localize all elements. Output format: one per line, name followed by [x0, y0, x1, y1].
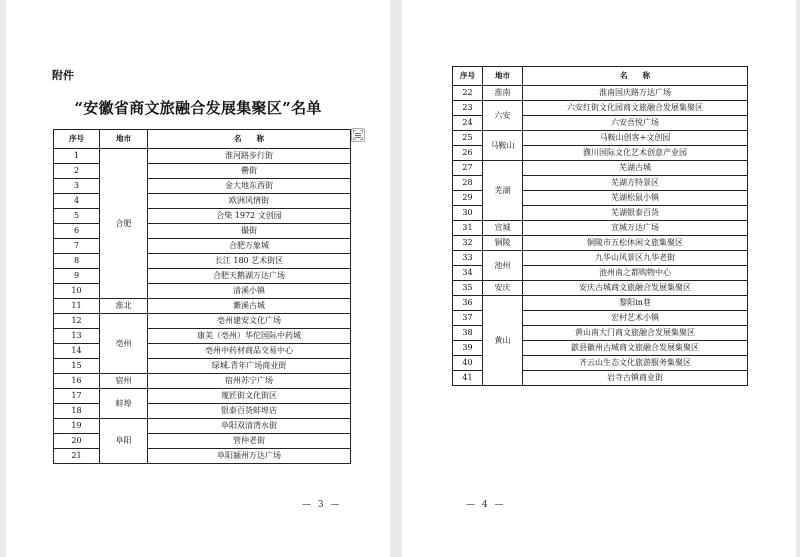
list-table-right — [452, 66, 748, 386]
cell-no: 26 — [453, 146, 483, 161]
table-row — [54, 359, 351, 374]
table-row — [54, 164, 351, 179]
cell-no: 15 — [54, 359, 100, 374]
list-table-left — [53, 129, 351, 464]
cell-no: 13 — [54, 329, 100, 344]
table-row — [453, 161, 748, 176]
cell-no: 39 — [453, 341, 483, 356]
table-row — [54, 404, 351, 419]
document-page-4 — [402, 0, 796, 557]
cell-name: 芜湖松鼠小镇 — [523, 191, 748, 206]
cell-name: 欧洲风情街 — [148, 194, 351, 209]
cell-no: 29 — [453, 191, 483, 206]
cell-city: 淮南 — [483, 86, 523, 101]
cell-name: 长江 180 艺术街区 — [148, 254, 351, 269]
attachment-label: 附件 — [52, 69, 74, 82]
cell-name: 濉溪古城 — [148, 299, 351, 314]
table-header-row — [54, 130, 351, 149]
cell-name: 合肥万象城 — [148, 239, 351, 254]
cell-name: 宏村艺术小镇 — [523, 311, 748, 326]
cell-no: 17 — [54, 389, 100, 404]
cell-name: 绿城.青年广场商业街 — [148, 359, 351, 374]
cell-name: 淮河路步行街 — [148, 149, 351, 164]
cell-no: 37 — [453, 311, 483, 326]
cell-no: 21 — [54, 449, 100, 464]
cell-name: 黎阳in巷 — [523, 296, 748, 311]
cell-no: 36 — [453, 296, 483, 311]
table-row — [54, 389, 351, 404]
cell-no: 31 — [453, 221, 483, 236]
header-city: 地市 — [100, 130, 148, 149]
table-row — [54, 284, 351, 299]
cell-city: 六安 — [483, 101, 523, 131]
cell-name: 九华山风景区九华老街 — [523, 251, 748, 266]
cell-no: 27 — [453, 161, 483, 176]
table-row — [54, 314, 351, 329]
cell-no: 23 — [453, 101, 483, 116]
cell-no: 35 — [453, 281, 483, 296]
cell-name: 歙县徽州古城商文旅融合发展集聚区 — [523, 341, 748, 356]
table-row — [54, 269, 351, 284]
table-row — [54, 419, 351, 434]
document-title: “安徽省商文旅融合发展集聚区”名单 — [74, 99, 322, 117]
cell-name: 安庆古城商文旅融合发展集聚区 — [523, 281, 748, 296]
cell-name: 铜陵市五松休闲文旅集聚区 — [523, 236, 748, 251]
table-row — [54, 224, 351, 239]
header-no: 序号 — [453, 67, 483, 86]
table-row — [453, 281, 748, 296]
cell-city: 宿州 — [100, 374, 148, 389]
cell-no: 32 — [453, 236, 483, 251]
cell-no: 19 — [54, 419, 100, 434]
cell-no: 18 — [54, 404, 100, 419]
cell-no: 2 — [54, 164, 100, 179]
cell-name: 金大地东西街 — [148, 179, 351, 194]
cell-no: 20 — [54, 434, 100, 449]
cell-city: 安庆 — [483, 281, 523, 296]
table-row — [54, 374, 351, 389]
table-row — [54, 344, 351, 359]
cell-name: 康美（亳州）华佗国际中药城 — [148, 329, 351, 344]
cell-name: 黄山南大门商文旅融合发展集聚区 — [523, 326, 748, 341]
cell-name: 宿州苏宁广场 — [148, 374, 351, 389]
cell-name: 亳州建安文化广场 — [148, 314, 351, 329]
table-row — [453, 86, 748, 101]
cell-no: 16 — [54, 374, 100, 389]
cell-name: 清溪小镇 — [148, 284, 351, 299]
cell-name: 岩寺古镇商业街 — [523, 371, 748, 386]
cell-no: 30 — [453, 206, 483, 221]
cell-name: 银泰百货蚌埠店 — [148, 404, 351, 419]
cell-name: 亳州中药材商品交易中心 — [148, 344, 351, 359]
cell-no: 41 — [453, 371, 483, 386]
cell-name: 阜阳颍州万达广场 — [148, 449, 351, 464]
cell-no: 33 — [453, 251, 483, 266]
cell-no: 8 — [54, 254, 100, 269]
cell-no: 4 — [54, 194, 100, 209]
cell-city: 合肥 — [100, 149, 148, 299]
cell-name: 马鞍山创客+文创园 — [523, 131, 748, 146]
cell-name: 撮街 — [148, 224, 351, 239]
cell-name: 管仲老街 — [148, 434, 351, 449]
cell-no: 6 — [54, 224, 100, 239]
cell-city: 芜湖 — [483, 161, 523, 221]
table-row — [54, 329, 351, 344]
table-row — [54, 299, 351, 314]
cell-name: 合肥天鹅湖万达广场 — [148, 269, 351, 284]
cell-city: 亳州 — [100, 314, 148, 374]
header-city: 地市 — [483, 67, 523, 86]
cell-name: 蔑匠街文化街区 — [148, 389, 351, 404]
table-row — [54, 254, 351, 269]
table-row — [54, 209, 351, 224]
cell-name: 濮川国际文化艺术创意产业园 — [523, 146, 748, 161]
cell-city: 蚌埠 — [100, 389, 148, 419]
cell-no: 34 — [453, 266, 483, 281]
cell-name: 淮南国庆路万达广场 — [523, 86, 748, 101]
cell-city: 池州 — [483, 251, 523, 281]
cell-city: 马鞍山 — [483, 131, 523, 161]
cell-no: 7 — [54, 239, 100, 254]
header-name: 名 称 — [523, 67, 748, 86]
page-number: — 3 — — [302, 500, 342, 510]
cell-name: 芜湖方特景区 — [523, 176, 748, 191]
cell-no: 24 — [453, 116, 483, 131]
cell-no: 12 — [54, 314, 100, 329]
table-row — [453, 251, 748, 266]
table-row — [453, 101, 748, 116]
table-row — [54, 194, 351, 209]
cell-city: 铜陵 — [483, 236, 523, 251]
cell-name: 齐云山生态文化旅游服务集聚区 — [523, 356, 748, 371]
cell-city: 黄山 — [483, 296, 523, 386]
cell-city: 阜阳 — [100, 419, 148, 464]
cell-name: 池州南之都购物中心 — [523, 266, 748, 281]
cell-name: 六安吾悦广场 — [523, 116, 748, 131]
cell-no: 3 — [54, 179, 100, 194]
cell-no: 9 — [54, 269, 100, 284]
header-no: 序号 — [54, 130, 100, 149]
table-row — [54, 434, 351, 449]
table-row — [453, 236, 748, 251]
table-row — [453, 221, 748, 236]
table-row — [54, 149, 351, 164]
cell-no: 14 — [54, 344, 100, 359]
page-number: — 4 — — [466, 500, 506, 510]
cell-name: 阜阳双清湾水街 — [148, 419, 351, 434]
toolbar-button[interactable] — [351, 128, 365, 142]
cell-no: 40 — [453, 356, 483, 371]
crop-scan-icon — [353, 130, 363, 140]
cell-name: 六安红街文化园商文旅融合发展集聚区 — [523, 101, 748, 116]
cell-name: 芜湖古城 — [523, 161, 748, 176]
table-row — [453, 131, 748, 146]
table-row — [453, 296, 748, 311]
cell-name: 芜湖银泰百货 — [523, 206, 748, 221]
cell-no: 1 — [54, 149, 100, 164]
table-row — [54, 449, 351, 464]
cell-no: 22 — [453, 86, 483, 101]
cell-no: 11 — [54, 299, 100, 314]
cell-no: 5 — [54, 209, 100, 224]
cell-city: 淮北 — [100, 299, 148, 314]
cell-name: 合柴 1972 文创园 — [148, 209, 351, 224]
cell-name: 宣城万达广场 — [523, 221, 748, 236]
cell-no: 28 — [453, 176, 483, 191]
table-header-row — [453, 67, 748, 86]
table-row — [54, 239, 351, 254]
cell-no: 10 — [54, 284, 100, 299]
table-row — [54, 179, 351, 194]
header-name: 名 称 — [148, 130, 351, 149]
cell-name: 罍街 — [148, 164, 351, 179]
cell-no: 25 — [453, 131, 483, 146]
cell-city: 宣城 — [483, 221, 523, 236]
document-page-3 — [6, 0, 390, 557]
cell-no: 38 — [453, 326, 483, 341]
